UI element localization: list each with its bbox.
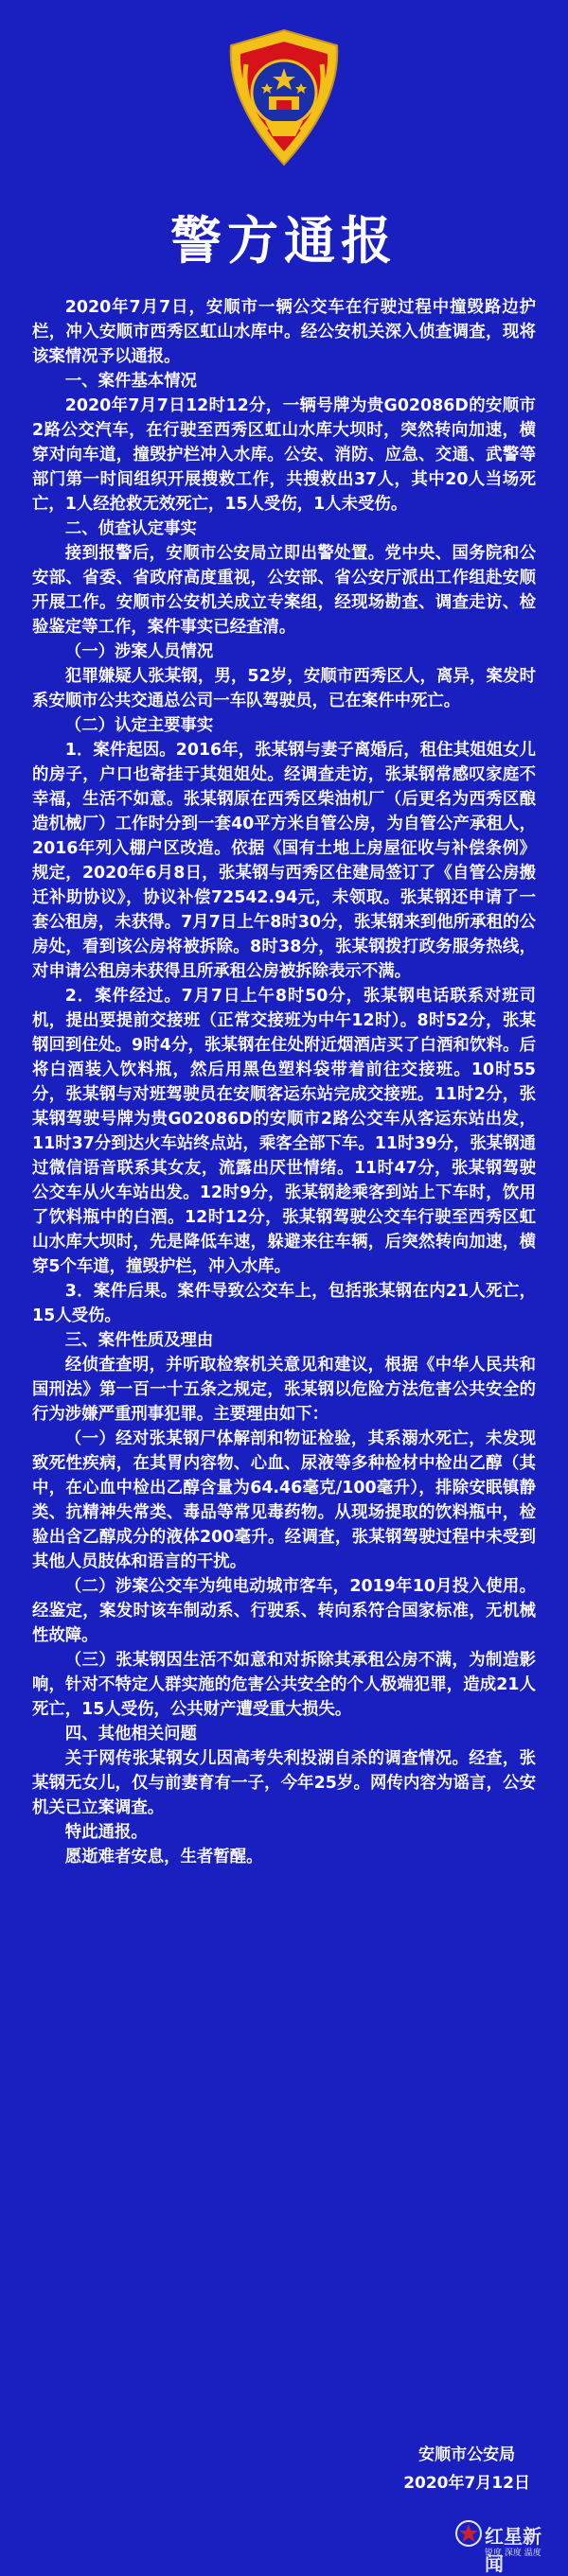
paragraph: 关于网传张某钢女儿因高考失利投湖自杀的调查情况。经查，张某钢无女儿，仅与前妻育有一子，今年25岁。网传内容为谣言，公安机关已立案调查。 — [32, 1749, 536, 1817]
paragraph: 1．案件起因。2016年，张某钢与妻子离婚后，租住其姐姐女儿的房子，户口也寄挂于其姐姐处。经调查走访，张某钢常感叹家庭不幸福，生活不如意。张某钢原在西秀区柴油机厂（后更名为西秀区酿造机械厂）工作时分到一套40平方米自管公房，为自管公产承租人，2016年列入棚户区改造。依据《国有土地上房屋征收与补偿条例》规定，2020年6月8日，张某钢与西秀区住建局签订了《自管公房搬迁补助协议》，协议补偿72542.94元，未领取。张某钢还申请了一套公租房，未获得。7月7日上午8时30分，张某钢来到他所承租的公房处，看到该公房将被拆除。8时38分，张某钢拨打政务服务热线，对申请公租房未获得且所承租公房被拆除表示不满。 — [32, 741, 536, 981]
closing-line: 愿逝难者安息，生者暂醒。 — [64, 1848, 263, 1866]
red-star-logo-icon — [454, 2519, 483, 2548]
paragraph: 犯罪嫌疑人张某钢，男，52岁，安顺市西秀区人，离异，案发时系安顺市公共交通总公司一车队驾驶员，已在案件中死亡。 — [32, 667, 536, 710]
subsection-heading: （二）认定主要事实 — [64, 716, 214, 735]
signature-date: 2020年7月12日 — [403, 2474, 530, 2493]
paragraph: 2020年7月7日，安顺市一辆公交车在行驶过程中撞毁路边护栏，冲入安顺市西秀区虹山水库中。经公安机关深入侦查调查，现将该案情况予以通报。 — [32, 298, 536, 366]
paragraph: （三）张某钢因生活不如意和对拆除其承租公房不满，为制造影响，针对不特定人群实施的危害公共安全的个人极端犯罪，造成21人死亡，15人受伤，公共财产遭受重大损失。 — [32, 1651, 536, 1719]
police-emblem-icon — [220, 26, 348, 168]
section-heading: 三、案件性质及理由 — [64, 1331, 214, 1350]
paragraph: 2．案件经过。7月7日上午8时50分，张某钢电话联系对班司机，提出要提前交接班（正常交接班为中午12时）。8时52分，张某钢回到住处。9时4分，张某钢在住处附近烟酒店买了白酒和饮料。后将白酒装入饮料瓶，然后用黑色塑料袋带着前往交接班。10时55分，张某钢与对班驾驶员在安顺客运东站完成交接班。11时2分，张某钢驾驶号牌为贵G02086D的安顺市2路公交车从客运东站出发，11时37分到达火车站终点站，乘客全部下车。11时39分，张某钢通过微信语音联系其女友，流露出厌世情绪。11时47分，张某钢驾驶公交车从火车站出发。12时9分，张某钢趁乘客到站上下车时，饮用了饮料瓶中的白酒。12时12分，张某钢驾驶公交车行驶至西秀区虹山水库大坝时，先是降低车速，躲避来往车辆，后突然转向加速，横穿5个车道，撞毁护栏，冲入水库。 — [32, 987, 536, 1276]
paragraph: （一）经对张某钢尸体解剖和物证检验，其系溺水死亡，未发现致死性疾病，在其胃内容物、心血、尿液等多种检材中检出乙醇（其中，在心血中检出乙醇含量为64.46毫克/100毫升），排除安眠镇静类、抗精神失常类、毒品等常见毒药物。从现场提取的饮料瓶中，检验出含乙醇成分的液体200毫升。经调查，张某钢驾驶过程中未受到其他人员肢体和语言的干扰。 — [32, 1429, 536, 1571]
signature-org: 安顺市公安局 — [418, 2445, 516, 2464]
paragraph: （二）涉案公交车为纯电动城市客车，2019年10月投入使用。经鉴定，案发时该车制动系、行驶系、转向系符合国家标准，无机械性故障。 — [32, 1577, 536, 1645]
signature-block — [403, 2441, 530, 2497]
watermark — [454, 2517, 559, 2575]
watermark-brand: 红星新闻 — [485, 2525, 541, 2575]
paragraph: 经侦查查明，并听取检察机关意见和建议，根据《中华人民共和国刑法》第一百一十五条之规定，张某钢以危险方法危害公共安全的行为涉嫌严重刑事犯罪。主要理由如下： — [32, 1356, 536, 1424]
notice-body — [32, 295, 536, 1869]
paragraph: 接到报警后，安顺市公安局立即出警处置。党中央、国务院和公安部、省委、省政府高度重视，公安部、省公安厅派出工作组赴安顺开展工作。安顺市公安机关成立专案组，经现场勘查、调查走访、检验鉴定等工作，案件事实已经查清。 — [32, 544, 536, 637]
section-heading: 四、其他相关问题 — [64, 1725, 197, 1744]
closing-line: 特此通报。 — [64, 1823, 148, 1842]
section-heading: 二、侦查认定事实 — [64, 519, 197, 538]
subsection-heading: （一）涉案人员情况 — [64, 642, 214, 661]
paragraph: 3．案件后果。案件导致公交车上，包括张某钢在内21人死亡，15人受伤。 — [32, 1282, 536, 1325]
notice-title: 警方通报 — [170, 211, 398, 271]
watermark-tagline: 锐度 深度 温度 — [485, 2549, 541, 2558]
section-heading: 一、案件基本情况 — [64, 372, 197, 391]
paragraph: 2020年7月7日12时12分，一辆号牌为贵G02086D的安顺市2路公交汽车，在行驶至西秀区虹山水库大坝时，突然转向加速，横穿对向车道，撞毁护栏冲入水库。公安、消防、应急、交通、武警等部门第一时间组织开展搜救工作，共搜救出37人，其中20人当场死亡，1人经抢救无效死亡，15人受伤，1人未受伤。 — [32, 396, 536, 514]
